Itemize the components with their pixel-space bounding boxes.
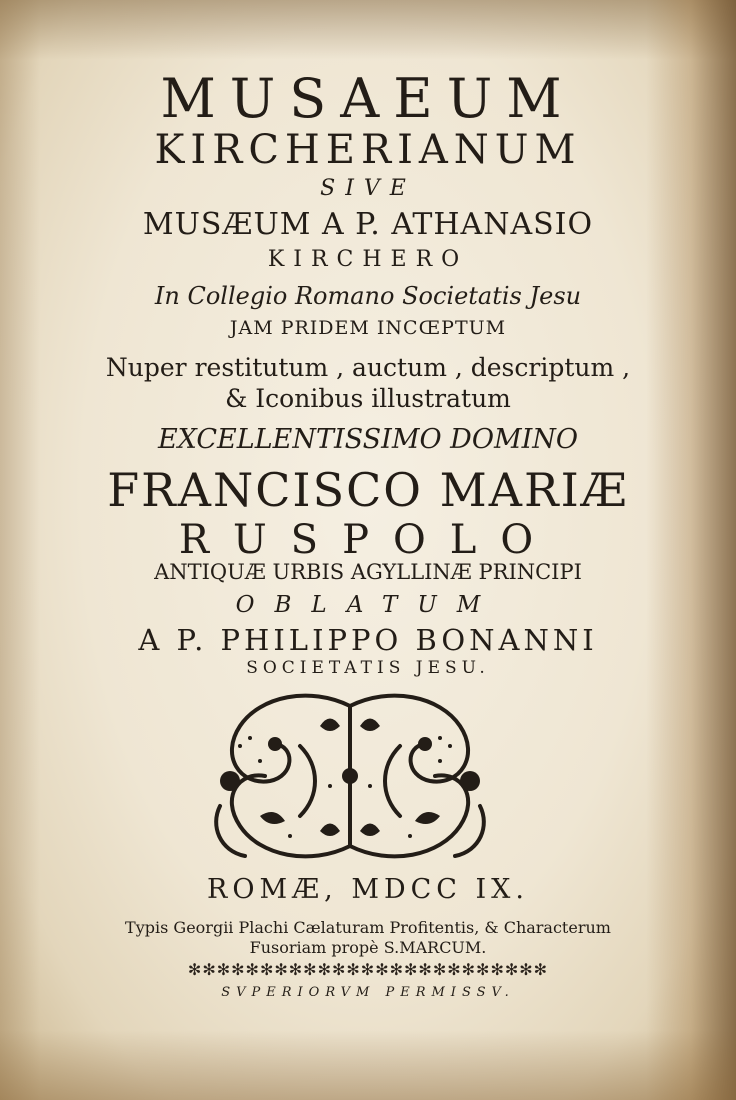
edge-stain-top [0,0,736,60]
dedication-line-francisco: FRANCISCO MARIÆ [107,463,629,517]
title-line-nuper: Nuper restitutum , auctum , descriptum , [105,353,631,382]
floral-scroll-ornament-icon [200,686,500,866]
title-line-collegio: In Collegio Romano Societatis Jesu [154,282,582,310]
title-line-kircherianum: KIRCHERIANUM [154,127,582,173]
title-line-musaeum-athanasio: MUSÆUM A P. ATHANASIO [142,207,594,242]
title-line-iconibus: & Iconibus illustratum [225,384,511,413]
dedication-line-oblatum: OBLATUM [235,592,501,618]
dedication-line-ruspolo: RUSPOLO [178,517,558,563]
title-line-sive: SIVE [320,176,416,201]
printer-line-1: Typis Georgii Plachi Cælaturam Profitentis, & Characterum [125,918,611,937]
ornament-rule: ✻✻✻✻✻✻✻✻✻✻✻✻✻✻✻✻✻✻✻✻✻✻✻✻✻ [187,960,549,979]
author-line-bonanni: A P. PHILIPPO BONANNI [138,623,598,657]
printer-line-2: Fusoriam propè S.MARCUM. [249,938,487,957]
dedication-line-excellentissimo: EXCELLENTISSIMO DOMINO [157,424,579,455]
dedication-line-principi: ANTIQUÆ URBIS AGYLLINÆ PRINCIPI [154,560,582,584]
title-line-kirchero: KIRCHERO [267,247,469,272]
edge-stain-bottom [0,1030,736,1100]
imprint-place-date: ROMÆ, MDCC IX. [207,874,529,905]
author-line-societatis: SOCIETATIS JESU. [246,658,490,678]
title-line-musaeum: MUSAEUM [160,67,576,130]
permission-line: SVPERIORVM PERMISSV. [221,985,515,1000]
title-line-jam-pridem: JAM PRIDEM INCŒPTUM [229,317,507,339]
